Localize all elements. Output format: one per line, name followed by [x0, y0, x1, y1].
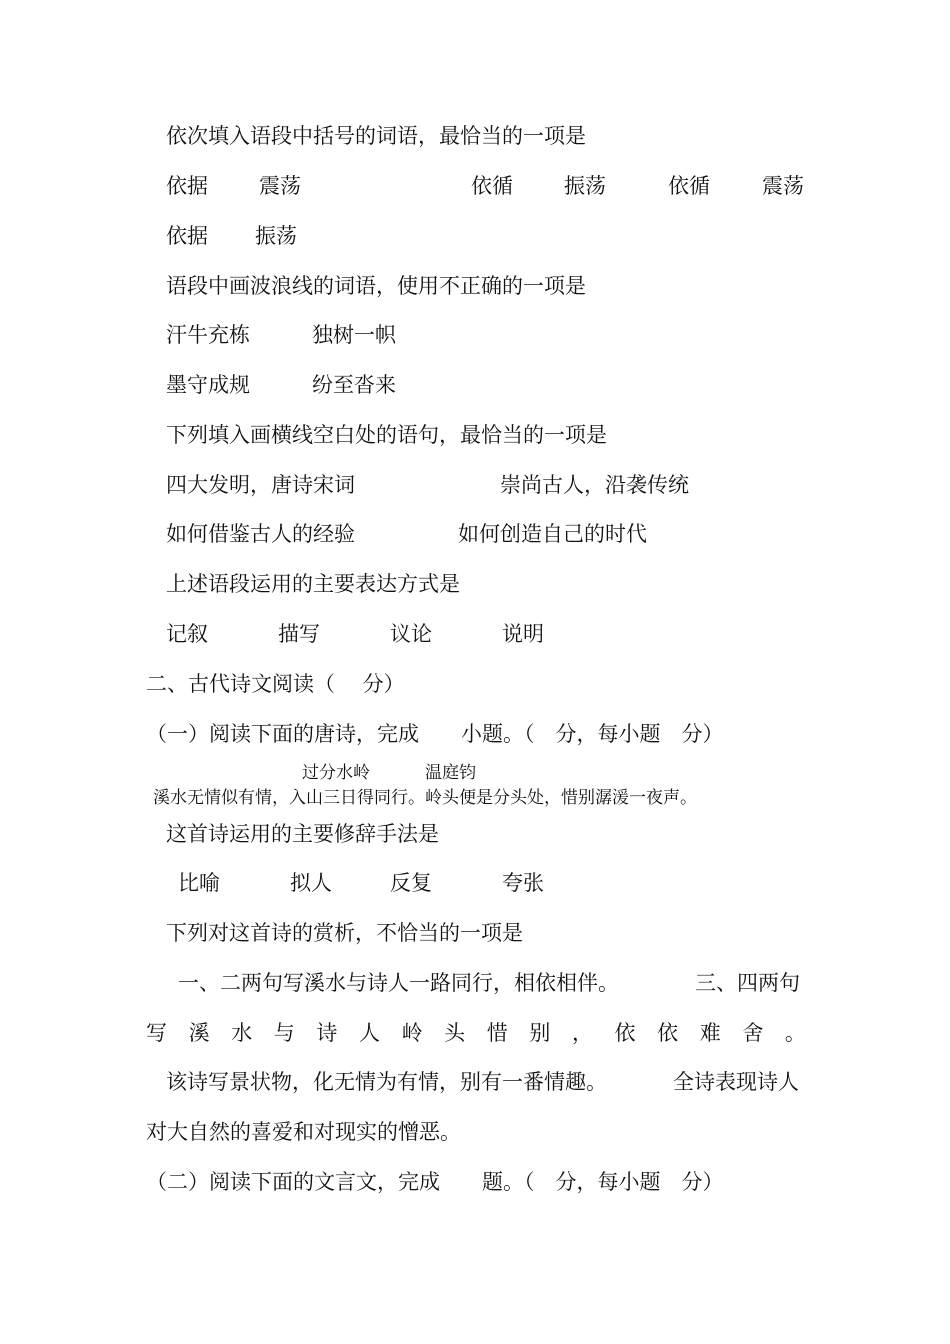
- q6-b-char: 与: [273, 1021, 295, 1045]
- q6-b-char: ，: [571, 1021, 593, 1045]
- question-6-stem: 下列对这首诗的赏析，不恰当的一项是: [166, 921, 523, 945]
- q4-option-d: 说明: [502, 622, 544, 646]
- q1-option-d-word1: 依据: [166, 224, 208, 248]
- q6-option-d-end: 对大自然的喜爱和对现实的憎恶。: [146, 1120, 461, 1144]
- q6-b-char: 水: [231, 1021, 253, 1045]
- question-1-stem: 依次填入语段中括号的词语，最恰当的一项是: [166, 124, 586, 148]
- poem-title: 过分水岭: [302, 763, 370, 783]
- q6-option-d-start: 全诗表现诗人: [673, 1070, 799, 1094]
- q3-option-a: 四大发明，唐诗宋词: [166, 473, 355, 497]
- section-2-title: 二、古代诗文阅读（ 分）: [146, 672, 405, 696]
- q3-option-d: 如何创造自己的时代: [458, 522, 647, 546]
- question-2-stem: 语段中画波浪线的词语，使用不正确的一项是: [166, 274, 586, 298]
- section-2-part-1-instructions: （一）阅读下面的唐诗，完成 小题。（ 分，每小题 分）: [146, 722, 724, 746]
- q6-b-char: 舍: [742, 1021, 764, 1045]
- question-4-stem: 上述语段运用的主要表达方式是: [166, 572, 460, 596]
- q4-option-c: 议论: [390, 622, 432, 646]
- q6-b-char: 写: [146, 1021, 167, 1045]
- q6-b-char: 别: [529, 1021, 551, 1045]
- q6-b-char: 诗: [316, 1021, 338, 1045]
- q6-b-char: 。: [784, 1021, 806, 1045]
- poem-text: 溪水无情似有情，入山三日得同行。岭头便是分头处，惜别潺湲一夜声。: [153, 788, 697, 808]
- q2-option-a: 汗牛充栋: [166, 323, 250, 347]
- q3-option-b: 崇尚古人，沿袭传统: [500, 473, 689, 497]
- q1-option-a-word2: 震荡: [259, 174, 301, 198]
- q1-option-b-word1: 依循: [471, 174, 513, 198]
- q5-option-a: 比喻: [178, 871, 220, 895]
- section-2-part-2-instructions: （二）阅读下面的文言文，完成 题。（ 分，每小题 分）: [146, 1170, 724, 1194]
- q6-option-c: 该诗写景状物，化无情为有情，别有一番情趣。: [166, 1070, 607, 1094]
- q2-option-b: 独树一帜: [312, 323, 396, 347]
- q3-option-c: 如何借鉴古人的经验: [166, 522, 355, 546]
- q6-option-b-continuation: [146, 1020, 806, 1046]
- q1-option-b-word2: 振荡: [564, 174, 606, 198]
- q6-b-char: 头: [444, 1021, 466, 1045]
- q5-option-c: 反复: [390, 871, 432, 895]
- q6-b-char: 岭: [401, 1021, 423, 1045]
- q1-option-c-word1: 依循: [668, 174, 710, 198]
- q2-option-d: 纷至沓来: [312, 373, 396, 397]
- q6-b-char: 溪: [188, 1021, 210, 1045]
- q4-option-a: 记叙: [166, 622, 208, 646]
- question-3-stem: 下列填入画横线空白处的语句，最恰当的一项是: [166, 423, 607, 447]
- q6-option-b-start: 三、四两句: [695, 971, 800, 995]
- q6-b-char: 依: [657, 1021, 679, 1045]
- q2-option-c: 墨守成规: [166, 373, 250, 397]
- q6-b-char: 难: [699, 1021, 721, 1045]
- q5-option-b: 拟人: [290, 871, 332, 895]
- q1-option-d-word2: 振荡: [255, 224, 297, 248]
- question-5-stem: 这首诗运用的主要修辞手法是: [166, 822, 439, 846]
- q6-b-char: 惜: [486, 1021, 508, 1045]
- q5-option-d: 夸张: [502, 871, 544, 895]
- q6-b-char: 依: [614, 1021, 636, 1045]
- poem-author: 温庭钧: [425, 763, 476, 783]
- q6-option-a: 一、二两句写溪水与诗人一路同行，相依相伴。: [178, 971, 619, 995]
- q6-b-char: 人: [358, 1021, 380, 1045]
- q1-option-c-word2: 震荡: [762, 174, 804, 198]
- q4-option-b: 描写: [278, 622, 320, 646]
- q1-option-a-word1: 依据: [166, 174, 208, 198]
